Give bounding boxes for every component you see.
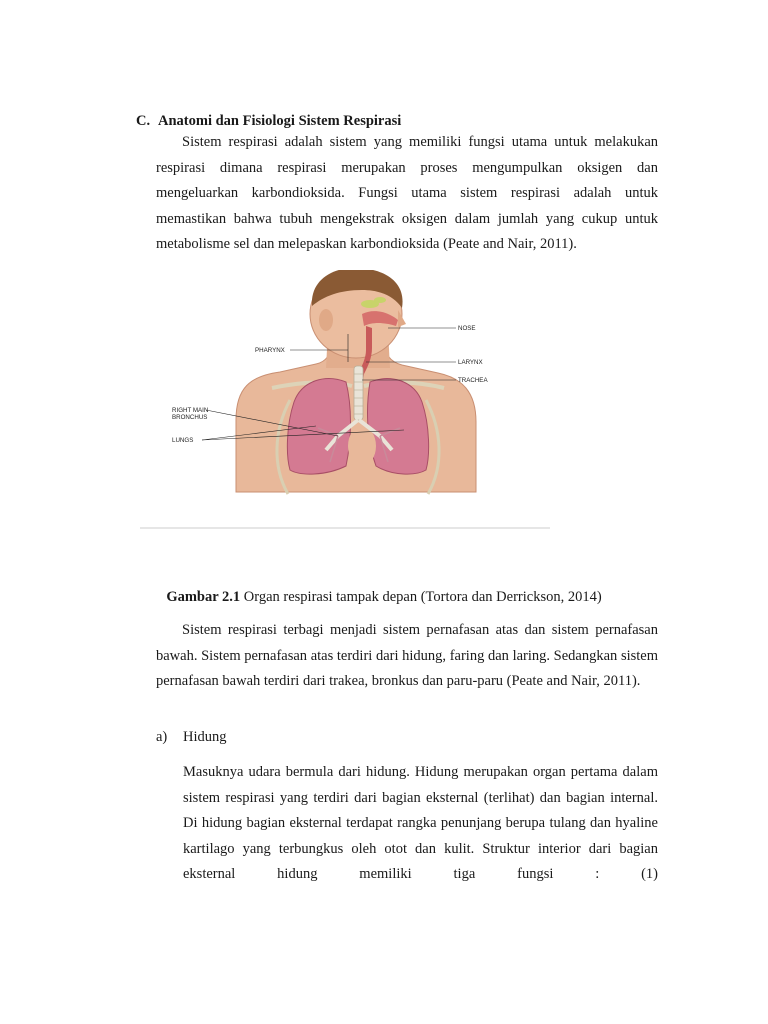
- section-number: C.: [136, 113, 151, 129]
- division-paragraph: [156, 618, 658, 695]
- intro-paragraph: [156, 130, 658, 258]
- respiratory-anatomy-illustration: [140, 270, 550, 532]
- section-title: Anatomi dan Fisiologi Sistem Respirasi: [158, 113, 402, 129]
- label-pharynx: PHARYNX: [255, 347, 285, 354]
- respiratory-anatomy-figure: [140, 270, 550, 532]
- figure-caption-text: Organ respirasi tampak depan (Tortora dan Derrickson, 2014): [240, 589, 602, 605]
- label-nose: NOSE: [458, 325, 476, 332]
- label-right-main: RIGHT MAIN: [172, 407, 209, 414]
- figure-caption: [0, 589, 768, 606]
- subsection-title: Hidung: [183, 729, 227, 745]
- label-lungs: LUNGS: [172, 437, 194, 444]
- hidung-paragraph: [183, 760, 658, 888]
- subsection-hidung: [156, 729, 227, 746]
- section-heading: [136, 113, 401, 130]
- list-marker: a): [156, 729, 168, 745]
- label-bronchus: BRONCHUS: [172, 414, 208, 421]
- label-larynx: LARYNX: [458, 359, 483, 366]
- label-trachea: TRACHEA: [458, 377, 488, 384]
- hidung-paragraph-text: Masuknya udara bermula dari hidung. Hidung merupakan organ pertama dalam sistem respirasi yang terdiri dari bagian eksternal (terlihat) dan bagian internal. Di hidung bagian eksternal terdapat rangka penunjang berupa tulang dan hyaline kartilago yang terbungkus oleh otot dan kulit. Struktur interior dari bagian eksternal hidung memiliki tiga fungsi : (1): [183, 764, 658, 882]
- figure-caption-label: Gambar 2.1: [166, 589, 241, 605]
- intro-paragraph-text: Sistem respirasi adalah sistem yang memiliki fungsi utama untuk melakukan respirasi dimana respirasi merupakan proses mengumpulkan oksigen dan mengeluarkan karbondioksida. Fungsi utama sistem respirasi adalah untuk memastikan bahwa tubuh mengekstrak oksigen dalam jumlah yang cukup untuk metabolisme sel dan melepaskan karbondioksida (Peate and Nair, 2011).: [156, 134, 658, 252]
- division-paragraph-text: Sistem respirasi terbagi menjadi sistem pernafasan atas dan sistem pernafasan bawah. Sistem pernafasan atas terdiri dari hidung, faring dan laring. Sedangkan sistem pernafasan bawah terdiri dari trakea, bronkus dan paru-paru (Peate and Nair, 2011).: [156, 622, 658, 689]
